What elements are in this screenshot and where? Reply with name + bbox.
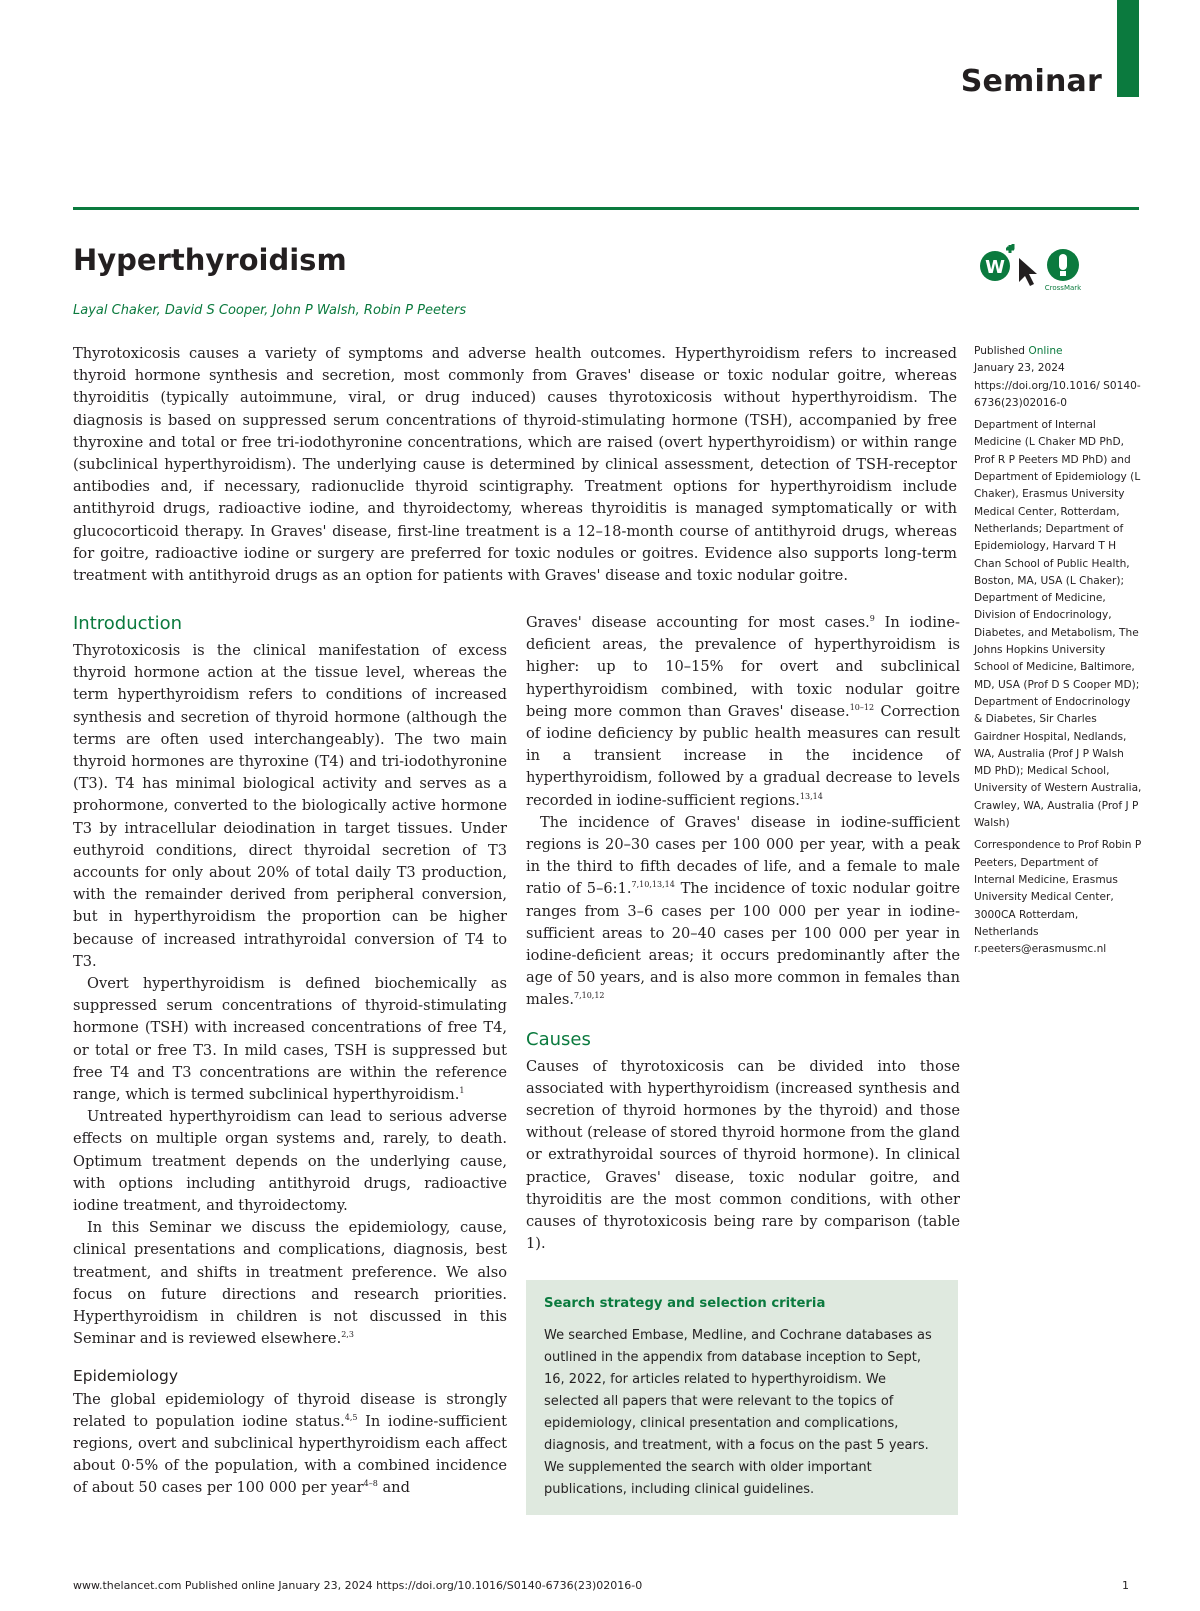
publication-date: January 23, 2024 (974, 362, 1065, 375)
intro-paragraph-4: In this Seminar we discuss the epidemiology, cause, clinical presentations and complications, diagnosis, best treatment, and shifts in treatment preference. We also focus on future directions and research priorities. Hyperthyroidism in children is not discussed in this Seminar and is reviewed elsewhere.$^{2,3}$ (73, 1219, 507, 1348)
intro-paragraph-2: Overt hyperthyroidism is defined biochemically as suppressed serum concentrations of thyroid-stimulating hormone (TSH) with increased concentrations of free T4, or total or free T3. In mild cases, TSH is suppressed but free T4 and T3 concentrations are within the reference range, which is termed subclinical hyperthyroidism.$^1$ (73, 975, 507, 1104)
page-footer: www.thelancet.com Published online January 23, 2024 https://doi.org/10.1016/S0140-6736(23)02016-0 (73, 1579, 643, 1592)
body-column-right (526, 612, 960, 1255)
correspondence: Correspondence to Prof Robin P Peeters, Department of Internal Medicine, Erasmus University Medical Center, 3000CA Rotterdam, Netherlands r.peeters@erasmusmc.nl (974, 839, 1142, 956)
page-number: 1 (1122, 1579, 1129, 1592)
abstract: Thyrotoxicosis causes a variety of symptoms and adverse health outcomes. Hyperthyroidism refers to increased thyroid hormone synthesis and secretion, most commonly from Graves' disease or toxic nodular goitre, whereas thyroiditis (typically autoimmune, viral, or drug induced) causes thyrotoxicosis without hyperthyroidism. The diagnosis is based on suppressed serum concentrations of thyroid-stimulating hormone (TSH), accompanied by free thyroxine and total or free tri-iodothyronine concentrations, which are raised (overt hyperthyroidism) or within range (subclinical hyperthyroidism). The underlying cause is determined by clinical assessment, detection of TSH-receptor antibodies and, if necessary, radionuclide thyroid scintigraphy. Treatment options for hyperthyroidism include antithyroid drugs, radioactive iodine, and thyroidectomy, whereas thyroiditis is managed symptomatically or with glucocorticoid therapy. In Graves' disease, first-line treatment is a 12–18-month course of antithyroid drugs, whereas for goitre, radioactive iodine or surgery are preferred for toxic nodules or goitres. Evidence also supports long-term treatment with antithyroid drugs as an option for patients with Graves' disease and toxic nodular goitre. (73, 345, 957, 585)
publication-info: Published Online January 23, 2024 https://doi.org/10.1016/ S0140-6736(23)02016-0 (974, 345, 1141, 409)
author-list: Layal Chaker, David S Cooper, John P Walsh, Robin P Peeters (73, 303, 467, 318)
doi-link[interactable]: https://doi.org/10.1016/ S0140-6736(23)02016-0 (974, 379, 1141, 409)
epidemiology-paragraph-1-continued: Graves' disease accounting for most cases.$^9$ In iodine-deficient areas, the prevalence of hyperthyroidism is higher: up to 10–15% for overt and subclinical hyperthyroidism combined, with toxic nodular goitre being more common than Graves' disease.$^{10-12}$ Correction of iodine deficiency by public health measures can result in a transient increase in the incidence of hyperthyroidism, followed by a gradual decrease to levels recorded in iodine-sufficient regions.$^{13,14}$ (526, 614, 960, 809)
article-sidebar (974, 343, 1142, 963)
article-icons (977, 244, 1097, 292)
body-column-left (73, 612, 507, 1500)
epidemiology-paragraph-2: The incidence of Graves' disease in iodine-sufficient regions is 20–30 cases per 100 000 per year, with a peak in the third to fifth decades of life, and a female to male ratio of 5–6:1.$^{7,10,13,14}$ The incidence of toxic nodular goitre ranges from 3–6 cases per 100 000 per year in iodine-sufficient areas to 20–40 cases per 100 000 per year in iodine-deficient areas; it occurs predominantly after the age of 50 years, and is also more common in females than males.$^{7,10,12}$ (526, 813, 961, 1009)
epidemiology-paragraph-1: The global epidemiology of thyroid disease is strongly related to population iodine status.$^{4,5}$ In iodine-sufficient regions, overt and subclinical hyperthyroidism each affect about 0·5% of the population, with a combined incidence of about 50 cases per 100 000 per year$^{4-8}$ and (73, 1390, 507, 1497)
causes-paragraph-1: Causes of thyrotoxicosis can be divided into those associated with hyperthyroidism (increased synthesis and secretion of thyroid hormones by the thyroid) and those without (release of stored thyroid hormone from the gland or extrathyroidal sources of thyroid hormone). In clinical practice, Graves' disease, toxic nodular goitre, and thyroiditis are the most common conditions, with other causes of thyrotoxicosis being rare by comparison (table 1). (526, 1057, 960, 1253)
crossmark-icon (1045, 249, 1082, 292)
intro-paragraph-3: Untreated hyperthyroidism can lead to serious adverse effects on multiple organ systems and, rarely, to death. Optimum treatment depends on the underlying cause, with options including antithyroid drugs, radioactive iodine treatment, and thyroidectomy. (73, 1108, 507, 1215)
intro-paragraph-1: Thyrotoxicosis is the clinical manifestation of excess thyroid hormone action at the tissue level, whereas the term hyperthyroidism refers to conditions of increased synthesis and secretion of thyroid hormone (although the terms are often used interchangeably). The two main thyroid hormones are thyroxine (T4) and tri-iodothyronine (T3). T4 has minimal biological activity and serves as a prohormone, converted to the biologically active hormone T3 by intracellular deiodination in target tissues. Under euthyroid conditions, direct thyroidal secretion of T3 accounts for only about 20% of total daily T3 production, with the remainder derived from peripheral conversion, but in hyperthyroidism the proportion can be higher because of increased intrathyroidal conversion of T4 to T3. (73, 642, 507, 970)
heading-epidemiology: Epidemiology (73, 1366, 179, 1385)
author-affiliations: Department of Internal Medicine (L Chaker MD PhD, Prof R P Peeters MD PhD) and Department of Epidemiology (L Chaker), Erasmus University Medical Center, Rotterdam, Netherlands; Department of Epidemiology, Harvard T H Chan School of Public Health, Boston, MA, USA (L Chaker); Department of Medicine, Division of Endocrinology, Diabetes, and Metabolism, The Johns Hopkins University School of Medicine, Baltimore, MD, USA (Prof D S Cooper MD); Department of Endocrinology & Diabetes, Sir Charles Gairdner Hospital, Nedlands, WA, Australia (Prof J P Walsh MD PhD); Medical School, University of Western Australia, Crawley, WA, Australia (Prof J P Walsh) (974, 419, 1142, 830)
heading-introduction: Introduction (73, 613, 183, 634)
search-strategy-text: We searched Embase, Medline, and Cochrane databases as outlined in the appendix from database inception to Sept, 16, 2022, for articles related to hyperthyroidism. We selected all papers that were relevant to the topics of epidemiology, clinical presentation and complications, diagnosis, and treatment, with a focus on the past 5 years. We supplemented the search with older important publications, including clinical guidelines. (544, 1328, 932, 1497)
article-title: Hyperthyroidism (73, 243, 347, 277)
section-label: Seminar (960, 64, 1102, 99)
published-online-label: Online (1028, 345, 1063, 357)
section-color-tab (1117, 0, 1139, 97)
svg-text:W: W (985, 257, 1005, 278)
heading-causes: Causes (526, 1028, 591, 1050)
open-access-icon[interactable] (977, 244, 1097, 292)
search-strategy-heading: Search strategy and selection criteria (544, 1296, 826, 1311)
header-rule (73, 207, 1139, 210)
svg-text:CrossMark: CrossMark (1044, 284, 1082, 292)
search-strategy-panel (526, 1280, 958, 1515)
